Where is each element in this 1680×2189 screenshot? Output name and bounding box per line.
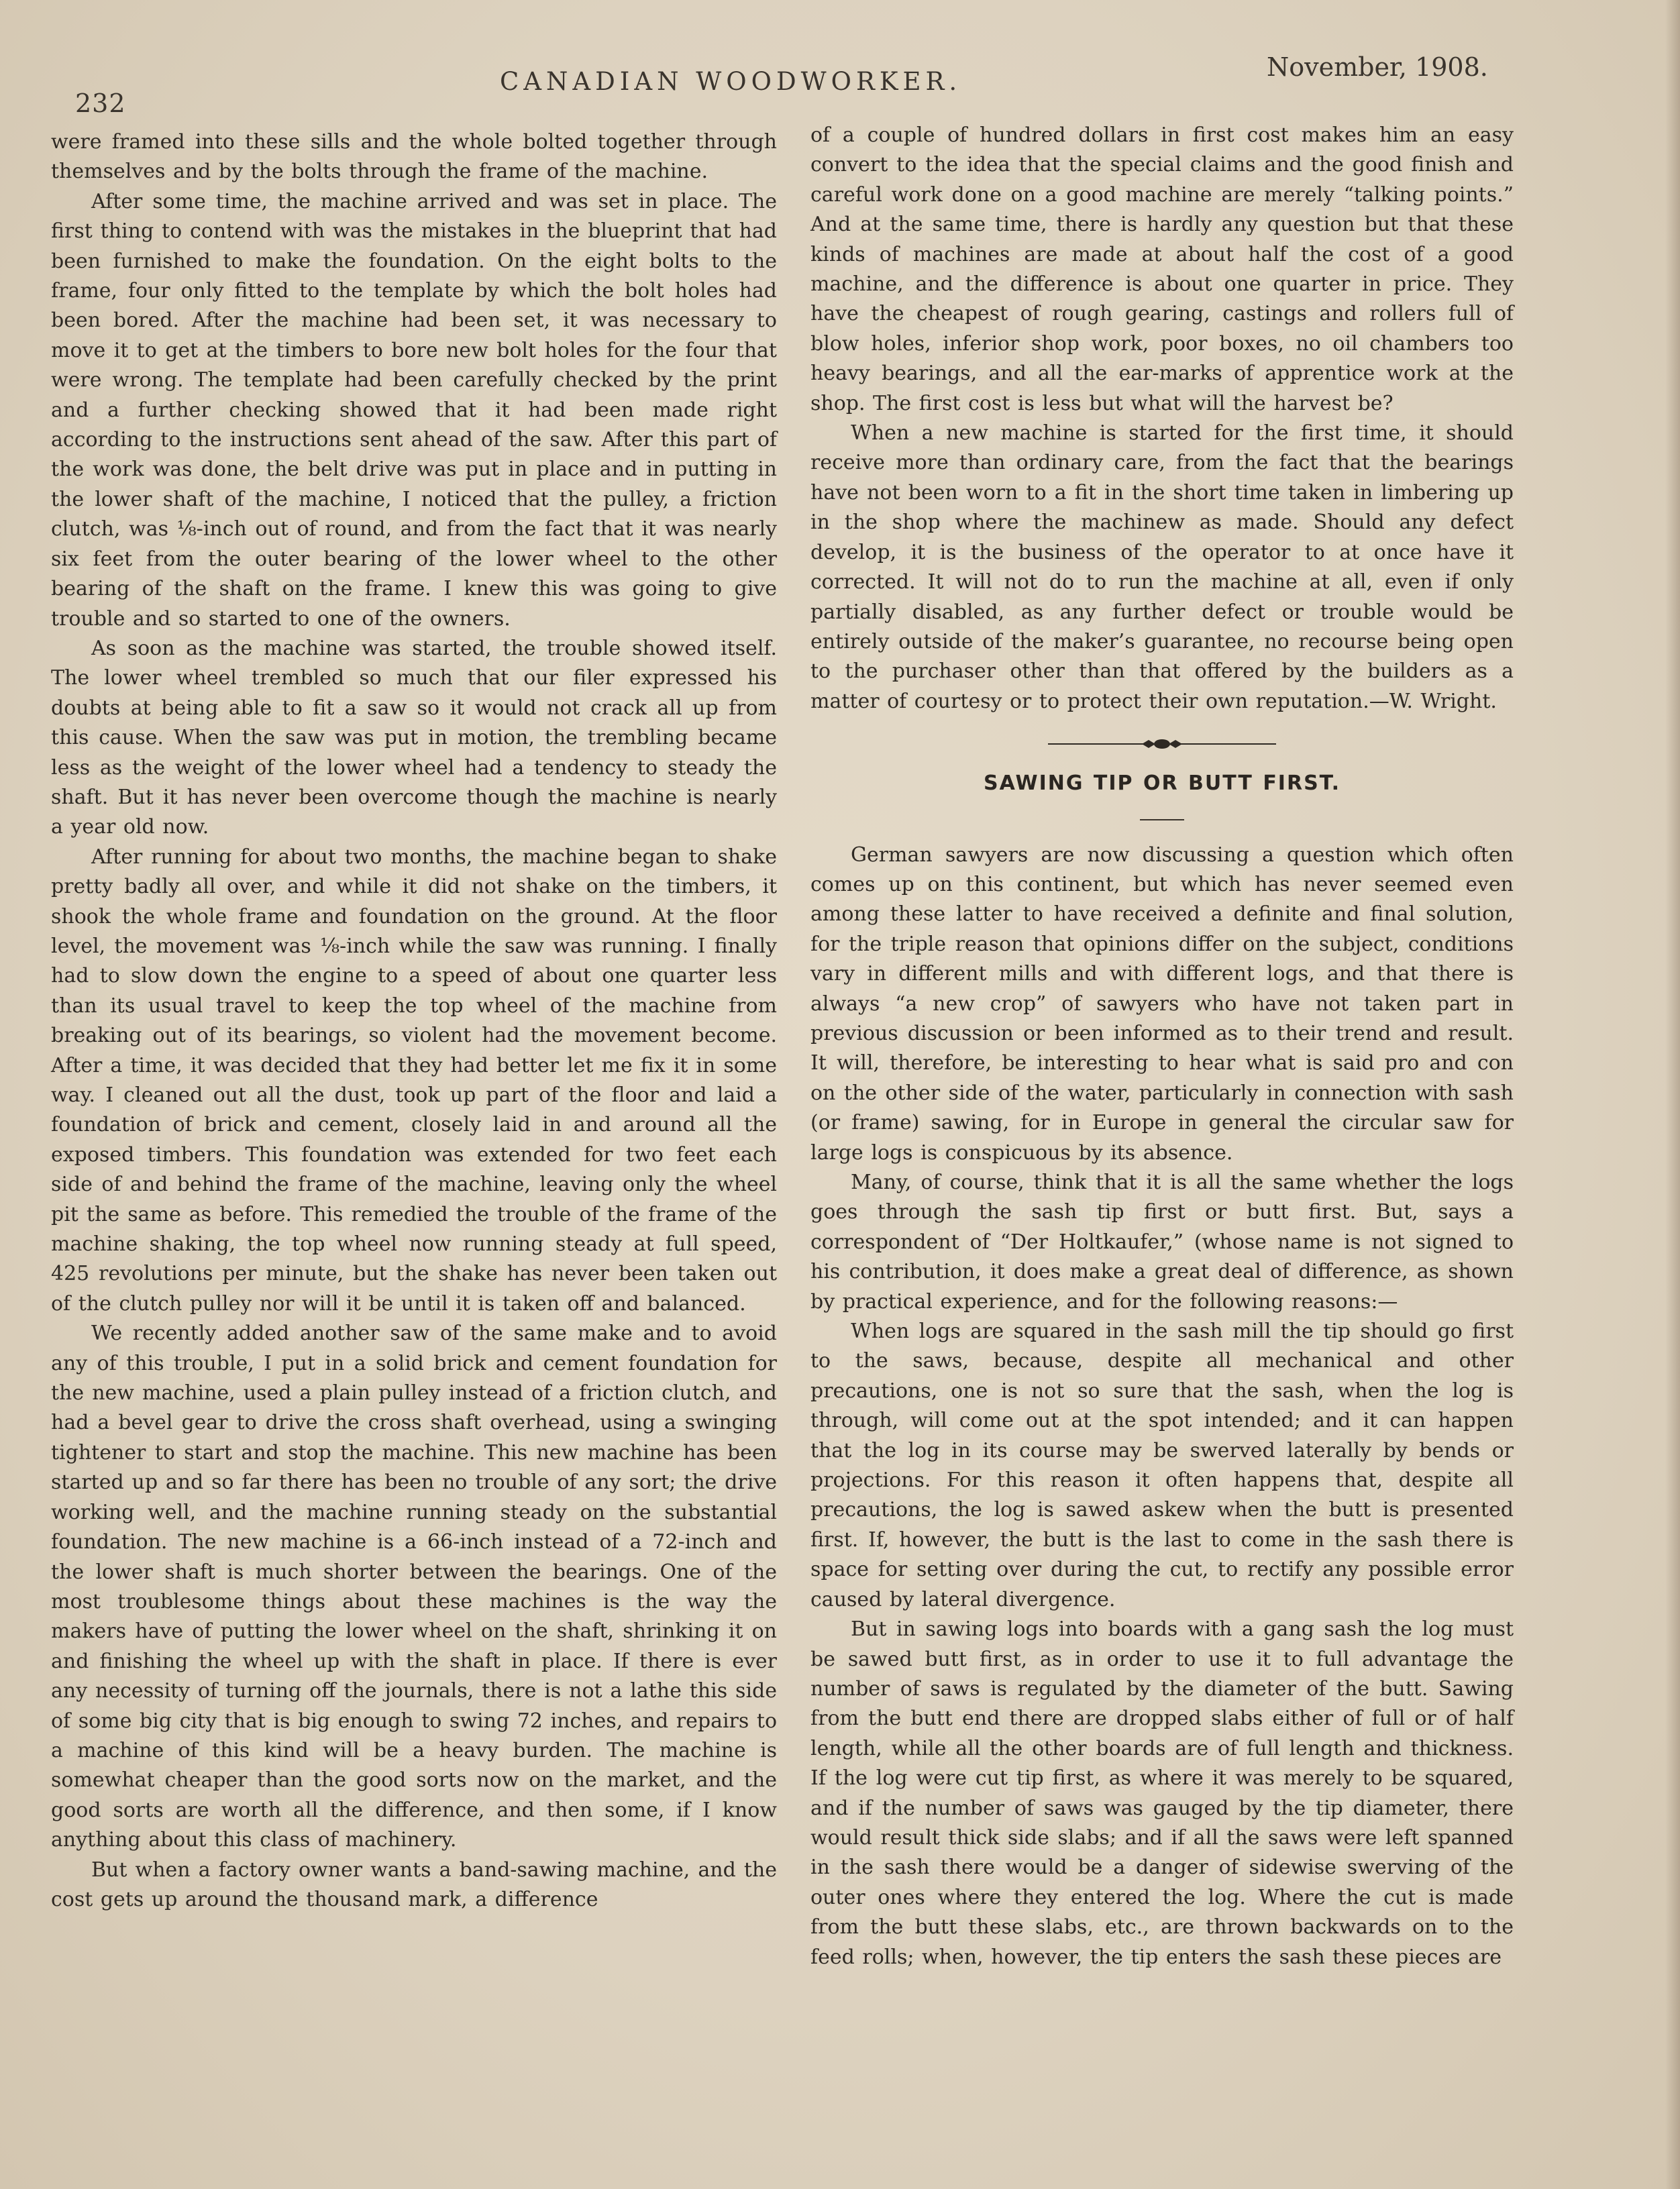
paragraph: But in sawing logs into boards with a gang sash the log must be sawed butt first, as in order to use it to full advantage the number of saws is regulated by the diameter of the butt. Sawing from the butt end there are dropped slabs either of full or of half length, while all the other boards are of full length and thickness. If the log were cut tip first, as where it was merely to be squared, and if the number of saws was gauged by the tip diameter, there would result thick side slabs; and if all the saws were left spanned in the sash there would be a danger of sidewise swerving of the outer ones where they entered the log. Where the cut is made from the butt these slabs, etc., are thrown backwards on to the feed rolls; when, however, the tip enters the sash these pieces are: [810, 1617, 1514, 1969]
paragraph: When a new machine is started for the first time, it should receive more than ordinary care, from the fact that the bearings have not been worn to a fit in the short time taken in limbering up in the shop where the machinew as made. Should any defect develop, it is the business of the operator to at once have it corrected. It will not do to run the machine at all, even if only partially disabled, as any further defect or trouble would be entirely outside of the maker’s guarantee, no recourse being open to the purchaser other than that offered by the builders as a matter of courtesy or to protect their own reputation.—W. Wright.: [810, 421, 1514, 713]
paragraph: of a couple of hundred dollars in first cost makes him an easy convert to the idea that the special claims and the good finish and careful work done on a good machine are merely “talking points.” And at the same time, there is hardly any question but that these kinds of machines are made at about half the cost of a good machine, and the difference is about one quarter in price. They have the cheapest of rough gearing, castings and rollers full of blow holes, inferior shop work, poor boxes, no oil chambers too heavy bearings, and all the ear-marks of apprentice work at the shop. The first cost is less but what will the harvest be?: [810, 123, 1514, 415]
page-number: 232: [75, 89, 126, 118]
article-title: SAWING TIP OR BUTT FIRST.: [984, 771, 1341, 796]
section-divider-ornament: [1048, 734, 1276, 754]
paragraph: But when a factory owner wants a band-sawing machine, and the cost gets up around the thousand mark, a difference: [51, 1858, 777, 1911]
paragraph: We recently added another saw of the same make and to avoid any of this trouble, I put in a solid brick and cement foundation for the new machine, used a plain pulley instead of a friction clutch, and had a bevel gear to drive the cross shaft overhead, using a swinging tightener to start and stop the machine. This new machine has been started up and so far there has been no trouble of any sort; the drive working well, and the machine running steady on the substantial foundation. The new machine is a 66-inch instead of a 72-inch and the lower shaft is much shorter between the bearings. One of the most troublesome things about these machines is the way the makers have of putting the lower wheel on the shaft, shrinking it on and finishing the wheel up with the shaft in place. If there is ever any necessity of turning off the journals, there is not a lathe this side of some big city that is big enough to swing 72 inches, and repairs to a machine of this kind will be a heavy burden. The machine is somewhat cheaper than the good sorts now on the market, and the good sorts are worth all the difference, and then some, if I know anything about this class of machinery.: [51, 1322, 777, 1852]
issue-date: November, 1908.: [1267, 52, 1488, 82]
paragraph: were framed into these sills and the whole bolted together through themselves and by the bolts through the frame of the machine.: [51, 130, 777, 184]
page-spine-shadow: [1665, 0, 1680, 2189]
right-column: [810, 121, 1514, 1972]
left-column: [51, 127, 777, 1915]
journal-title: CANADIAN WOODWORKER.: [500, 67, 962, 96]
paragraph: After running for about two months, the machine began to shake pretty badly all over, and while it did not shake on the timbers, it shook the whole frame and foundation on the ground. At the floor level, the movement was ⅛-inch while the saw was running. I finally had to slow down the engine to a speed of about one quarter less than its usual travel to keep the top wheel of the machine from breaking out of its bearings, so violent had the movement become. After a time, it was decided that they had better let me fix it in some way. I cleaned out all the dust, took up part of the floor and laid a foundation of brick and cement, closely laid in and around all the exposed timbers. This foundation was extended for two feet each side of and behind the frame of the machine, leaving only the wheel pit the same as before. This remedied the trouble of the frame of the machine shaking, the top wheel now running steady at full speed, 425 revolutions per minute, but the shake has never been taken out of the clutch pulley nor will it be until it is taken off and balanced.: [51, 845, 777, 1316]
paragraph: After some time, the machine arrived and was set in place. The first thing to contend with was the mistakes in the blueprint that had been furnished to make the foundation. On the eight bolts to the frame, four only fitted to the template by which the bolt holes had been bored. After the machine had been set, it was necessary to move it to get at the timbers to bore new bolt holes for the four that were wrong. The template had been carefully checked by the print and a further checking showed that it had been made right according to the instructions sent ahead of the saw. After this part of the work was done, the belt drive was put in place and in putting in the lower shaft of the machine, I noticed that the pulley, a friction clutch, was ⅛-inch out of round, and from the fact that it was nearly six feet from the outer bearing of the lower wheel to the other bearing of the shaft on the frame. I knew this was going to give trouble and so started to one of the owners.: [51, 189, 777, 631]
paragraph: As soon as the machine was started, the trouble showed itself. The lower wheel trembled so much that our filer expressed his doubts at being able to fit a saw so it would not crack all up from this cause. When the saw was put in motion, the trembling became less as the weight of the lower wheel had a tendency to steady the shaft. But it has never been overcome though the machine is nearly a year old now.: [51, 636, 777, 839]
paragraph: Many, of course, think that it is all the same whether the logs goes through the sash tip first or butt first. But, says a correspondent of “Der Holtkaufer,” (whose name is not signed to his contribution, it does make a great deal of difference, as shown by practical experience, and for the following reasons:—: [810, 1171, 1514, 1314]
paragraph: German sawyers are now discussing a question which often comes up on this continent, but which has never seemed even among these latter to have received a definite and final solution, for the triple reason that opinions differ on the subject, conditions vary in different mills and with different logs, and that there is always “a new crop” of sawyers who have not taken part in previous discussion or been informed as to their trend and result. It will, therefore, be interesting to hear what is said pro and con on the other side of the water, particularly in connection with sash (or frame) sawing, for in Europe in general the circular saw for large logs is conspicuous by its absence.: [810, 843, 1514, 1165]
title-rule: [1140, 819, 1184, 820]
paragraph: When logs are squared in the sash mill the tip should go first to the saws, because, despite all mechanical and other precautions, one is not so sure that the sash, when the log is through, will come out at the spot intended; and it can happen that the log in its course may be swerved laterally by bends or projections. For this reason it often happens that, despite all precautions, the log is sawed askew when the butt is presented first. If, however, the butt is the last to come in the sash there is space for setting over during the cut, to rectify any possible error caused by lateral divergence.: [810, 1320, 1514, 1611]
